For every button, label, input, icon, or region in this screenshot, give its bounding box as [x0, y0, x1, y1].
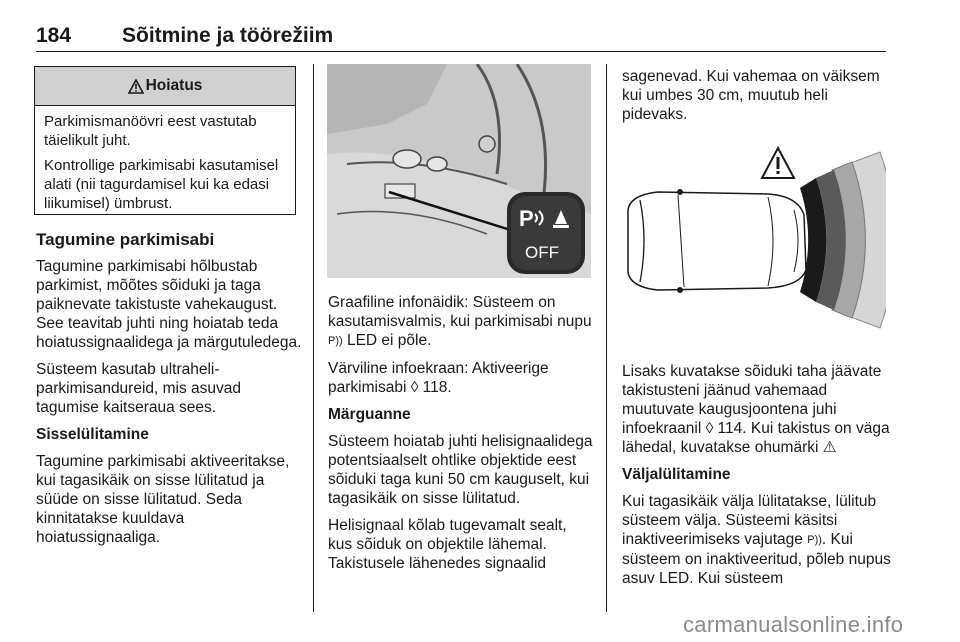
section-heading: Tagumine parkimisabi — [36, 230, 215, 249]
left-paragraph-2: Süsteem kasutab ultraheli-parkimisandureid, mis asuvad tagumise kaitseraua sees. — [36, 361, 242, 416]
warning-symbol-icon: ⚠ — [822, 439, 837, 456]
middle-p1-text: Graafiline infonäidik: Süsteem on kasutamisvalmis, kui parkimisabi nupu — [328, 294, 592, 330]
off-label: OFF — [525, 243, 559, 262]
middle-paragraph-2 — [328, 359, 594, 397]
page-ref-arrow-icon: ◊ — [705, 420, 718, 437]
parking-assist-button-icon: P)) — [807, 534, 822, 546]
warning-box — [34, 66, 296, 215]
left-paragraph-3: Tagumine parkimisabi aktiveeritakse, kui tagasikäik on sisse lülitatud ja süüde on sisse lülitatud. Seda kinnitatakse kuuldava hoiatussignaaliga. — [36, 453, 290, 546]
middle-column — [328, 293, 594, 581]
right-paragraph-2 — [622, 362, 892, 457]
dashboard-photo — [327, 64, 591, 278]
middle-paragraph-1 — [328, 293, 594, 351]
deactivation-heading: Väljalülitamine — [622, 466, 731, 483]
right-p3-text: Kui tagasikäik välja lülitatakse, lülitub süsteem välja. Süsteemi käsitsi inaktiveerimiseks vajutage — [622, 493, 877, 548]
header-rule — [36, 51, 886, 52]
column-divider-1 — [313, 64, 314, 612]
right-p3-end: . Kui süsteem on inaktiveeritud, põleb nupus asuv LED. Kui süsteem — [622, 531, 891, 587]
page-title: Sõitmine ja töörežiim — [122, 24, 334, 47]
warning-text-1: Parkimismanöövri eest vastutab täielikult juht. — [44, 113, 257, 149]
middle-p2-text: Värviline infoekraan: Aktiveerige parkimisabi — [328, 360, 549, 396]
page-number: 184 — [36, 24, 72, 47]
activation-heading: Sisselülitamine — [36, 426, 149, 443]
parking-sensor-diagram — [618, 140, 886, 340]
warning-title: Hoiatus — [145, 77, 203, 94]
warning-body — [35, 106, 295, 213]
right-column-bottom — [622, 362, 892, 596]
note-text: Süsteem hoiatab juhti helisignaalidega potentsiaalselt ohtlike objektide eest sõiduki taga kuni 50 cm kauguselt, kui tagasikäik on sisse lülitatud. — [328, 433, 593, 507]
note-heading: Märguanne — [328, 406, 411, 423]
warning-header — [35, 67, 295, 106]
middle-p1-end: LED ei põle. — [342, 332, 432, 349]
right-paragraph-3 — [622, 492, 892, 588]
warning-triangle-icon — [128, 79, 144, 94]
middle-paragraph-4: Helisignaal kõlab tugevamalt sealt, kus sõiduk on objektile lähemal. Takistusele lähenedes signaalid — [328, 517, 567, 572]
right-paragraph-1: sagenevad. Kui vahemaa on väiksem kui umbes 30 cm, muutub heli pidevaks. — [622, 68, 880, 123]
left-column — [36, 230, 302, 555]
warning-text-2: Kontrollige parkimisabi kasutamisel alati (nii tagurdamisel kui ka edasi liikumisel) ümbrust. — [44, 157, 279, 212]
right-p2-text: Lisaks kuvatakse sõiduki taha jäävate takistusteni jäänud vahemaad muutuvate kaugusjoontena juhi infoekraanil — [622, 363, 882, 437]
right-column-top — [622, 67, 890, 132]
left-paragraph-1: Tagumine parkimisabi hõlbustab parkimist, mõõtes sõiduki ja taga paiknevate takistuste vahekaugust. See teavitab juhti ning hoiatab teda hoiatussignaalidega ja märgutuledega. — [36, 258, 302, 351]
right-p2-ref: 114. Kui takistus on väga lähedal, kuvatakse ohumärki — [622, 420, 890, 456]
svg-text:P: P — [519, 206, 534, 231]
watermark: carmanualsonline.info — [683, 612, 904, 637]
page-ref-118: 118. — [422, 379, 452, 396]
column-divider-2 — [606, 64, 607, 612]
page-ref-arrow-icon: ◊ — [410, 379, 423, 396]
parking-assist-button-icon: P)) — [328, 335, 343, 347]
